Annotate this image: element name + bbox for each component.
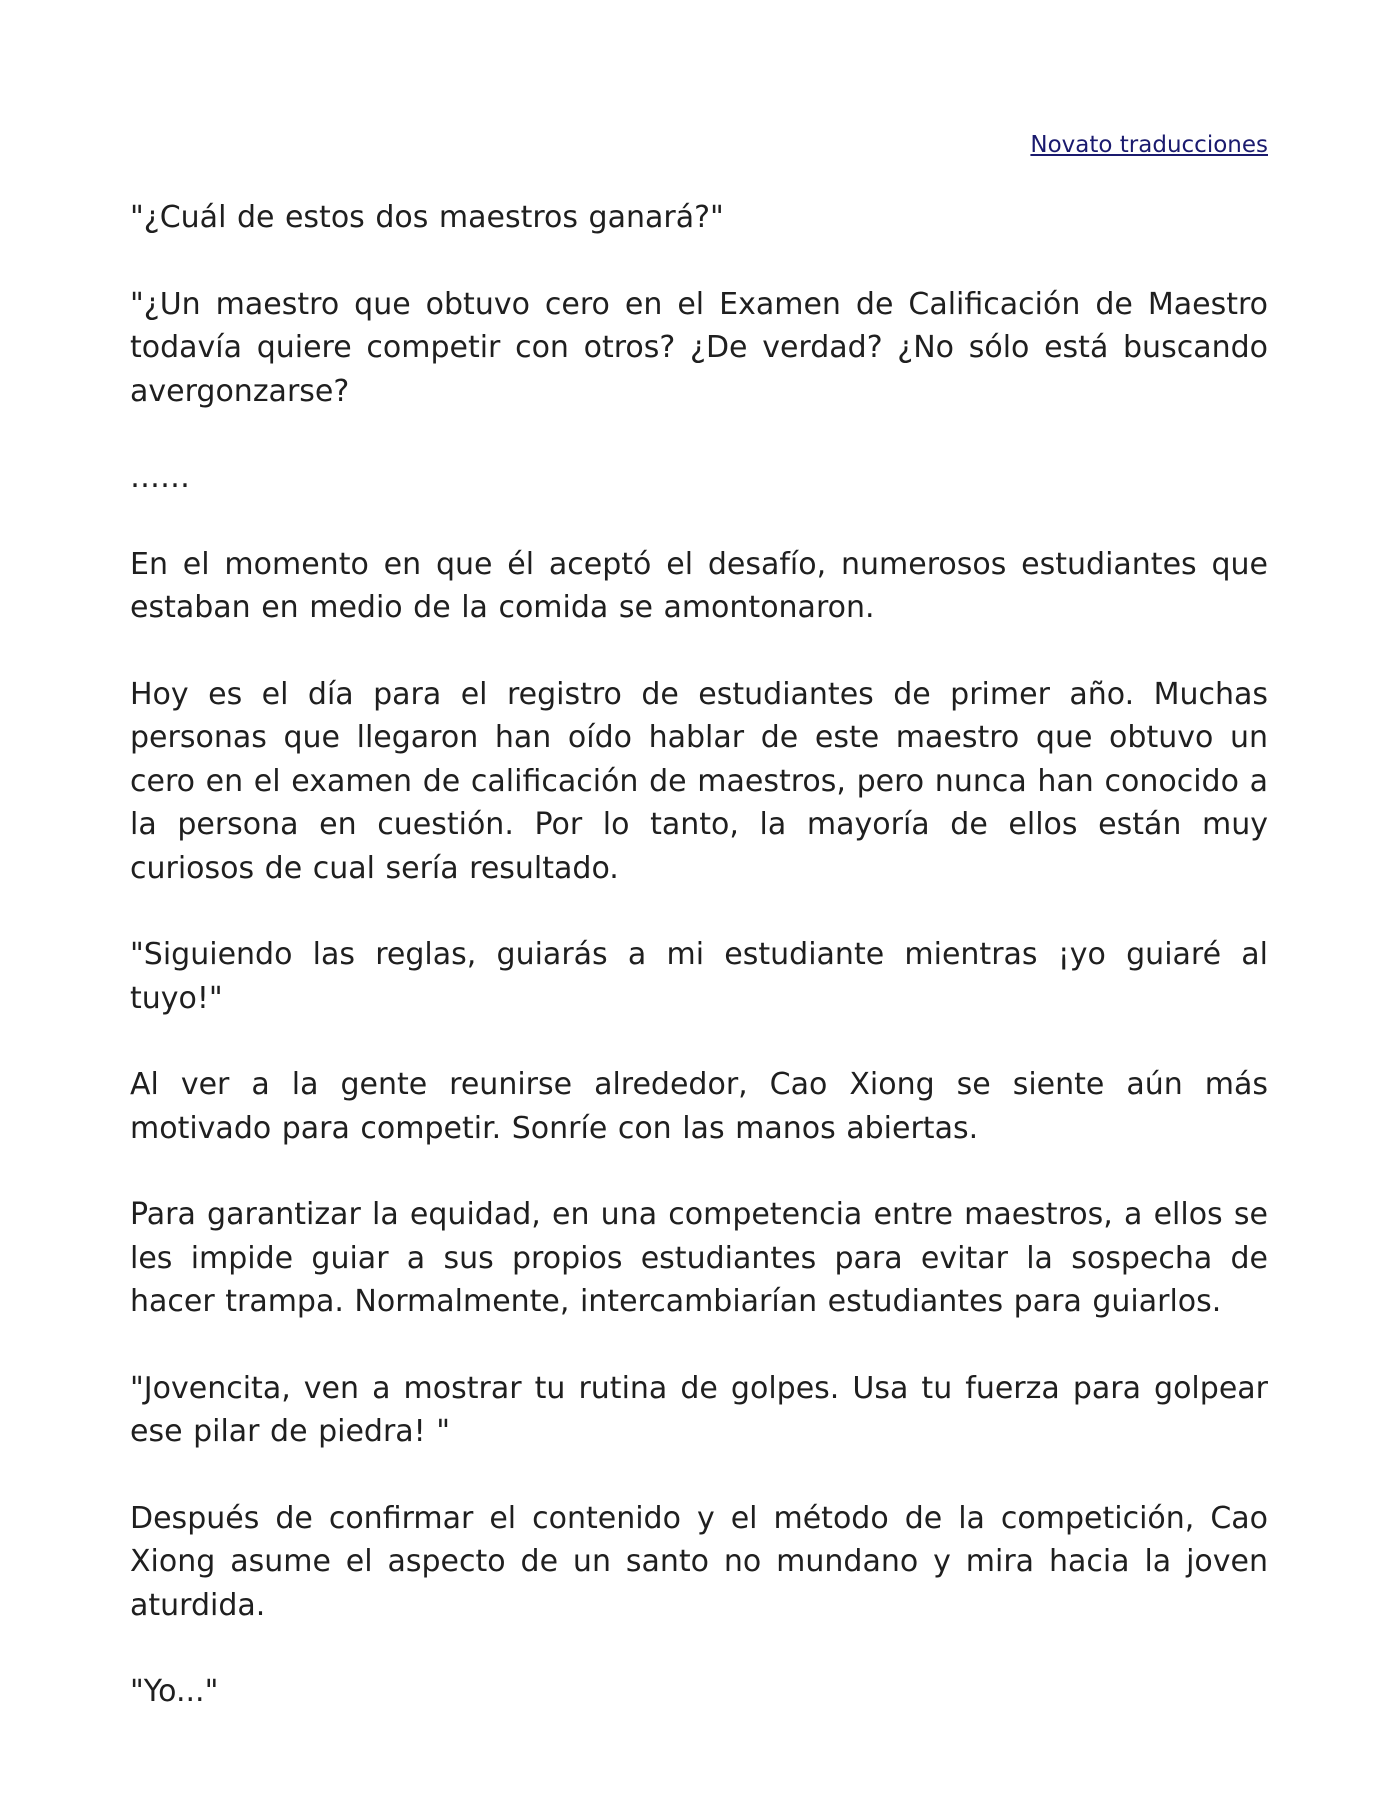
paragraph-10: Después de confirmar el contenido y el método de la competición, Cao Xiong asume el aspecto de un santo no mundano y mira hacia la joven aturdida. <box>130 1500 1268 1623</box>
document-page <box>130 0 1268 1812</box>
paragraph-8: Para garantizar la equidad, en una competencia entre maestros, a ellos se les impide guiar a sus propios estudiantes para evitar la sospecha de hacer trampa. Normalmente, intercambiarían estudiantes para guiarlos. <box>130 1197 1268 1319</box>
paragraph-1: "¿Cuál de estos dos maestros ganará?" <box>130 200 724 235</box>
paragraph-7: Al ver a la gente reunirse alrededor, Cao Xiong se siente aún más motivado para competir. Sonríe con las manos abiertas. <box>130 1067 1268 1146</box>
paragraph-6: "Siguiendo las reglas, guiarás a mi estudiante mientras ¡yo guiaré al tuyo!" <box>130 937 1268 1016</box>
document-body <box>130 196 1268 1757</box>
paragraph-9: "Jovencita, ven a mostrar tu rutina de golpes. Usa tu fuerza para golpear ese pilar de piedra! " <box>130 1370 1268 1449</box>
paragraph-11: "Yo..." <box>130 1674 219 1709</box>
paragraph-5: Hoy es el día para el registro de estudiantes de primer año. Muchas personas que llegaron han oído hablar de este maestro que obtuvo un cero en el examen de calificación de maestros, pero nunca han conocido a la persona en cuestión. Por lo tanto, la mayoría de ellos están muy curiosos de cual sería resultado. <box>130 676 1268 886</box>
paragraph-2: "¿Un maestro que obtuvo cero en el Examen de Calificación de Maestro todavía quiere competir con otros? ¿De verdad? ¿No sólo está buscando avergonzarse? <box>130 286 1268 409</box>
paragraph-ellipsis: …… <box>130 460 190 495</box>
translator-link[interactable]: Novato traducciones <box>1030 132 1268 158</box>
paragraph-4: En el momento en que él aceptó el desafío, numerosos estudiantes que estaban en medio de la comida se amontonaron. <box>130 546 1268 625</box>
